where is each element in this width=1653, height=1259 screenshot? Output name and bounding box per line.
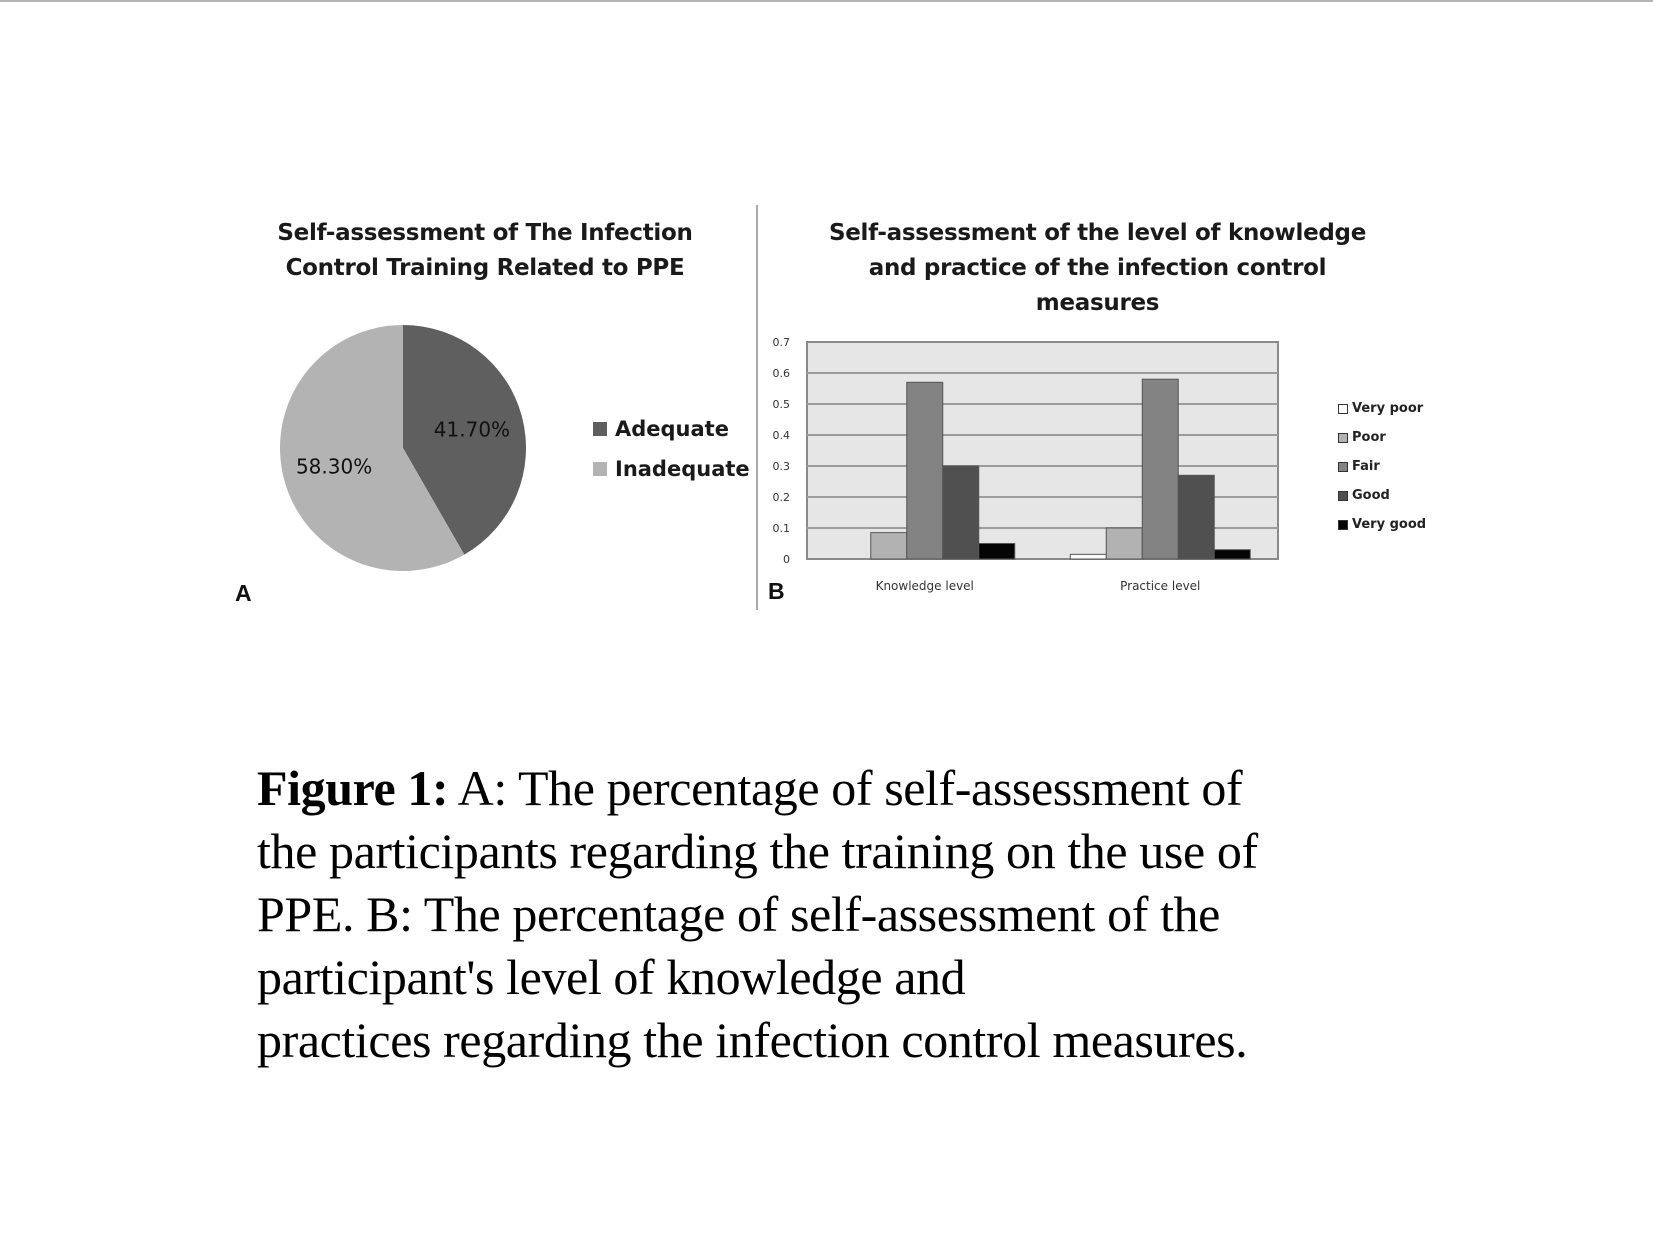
bar-legend-item-very-poor: [1338, 401, 1423, 416]
legend-label: Fair: [1352, 459, 1380, 474]
caption-line-1: [257, 757, 1437, 820]
bar-legend-item-fair: [1338, 459, 1380, 474]
caption-line-4: participant's level of knowledge and: [257, 949, 966, 1005]
bar-good-knowledge: [943, 466, 979, 559]
pie-title-line-1: Self-assessment of The Infection: [277, 220, 693, 246]
bar-legend-item-good: [1338, 488, 1390, 503]
panel-label-a: A: [235, 580, 252, 606]
caption-line-3: PPE. B: The percentage of self-assessment of the: [257, 886, 1220, 942]
figure-caption: [257, 757, 1437, 1072]
x-tick-label: Knowledge level: [875, 579, 974, 593]
top-border: [0, 0, 1653, 2]
bar-fair-knowledge: [907, 382, 943, 559]
legend-swatch: [1338, 520, 1348, 530]
y-tick-label: 0.6: [772, 367, 790, 380]
y-tick-label: 0.1: [772, 522, 790, 535]
x-tick-label: Practice level: [1120, 579, 1201, 593]
legend-label-adequate: Adequate: [615, 417, 729, 441]
pie-data-label-adequate: 41.70%: [433, 417, 511, 442]
caption-figure-label: Figure 1:: [257, 760, 449, 816]
legend-swatch: [1338, 404, 1348, 414]
pie-title-line-2: Control Training Related to PPE: [285, 255, 685, 281]
bar-very-good-knowledge: [979, 544, 1015, 560]
caption-text-1: A: The percentage of self-assessment of: [448, 760, 1243, 816]
bar-legend-item-very-good: [1338, 517, 1426, 532]
legend-label-inadequate: Inadequate: [615, 457, 750, 481]
bar-title-line-2: and practice of the infection control: [868, 255, 1327, 281]
bar-legend-item-poor: [1338, 430, 1386, 445]
y-tick-label: 0.2: [772, 491, 790, 504]
legend-label: Very poor: [1352, 401, 1424, 416]
bar-very-good-practice: [1214, 550, 1250, 559]
pie-data-label-inadequate: 58.30%: [295, 454, 373, 479]
bar-good-practice: [1178, 475, 1214, 559]
panel-label-b: B: [768, 578, 785, 604]
legend-label: Good: [1352, 488, 1390, 503]
legend-swatch-adequate: [593, 422, 607, 436]
legend-swatch: [1338, 462, 1348, 472]
bar-title-line-3: measures: [1035, 290, 1160, 316]
pie-chart-title: [250, 216, 720, 286]
y-tick-label: 0.3: [772, 460, 790, 473]
legend-label: Very good: [1352, 517, 1427, 532]
y-tick-label: 0: [783, 553, 790, 566]
bar-fair-practice: [1142, 379, 1178, 559]
bar-chart: [760, 330, 1330, 600]
y-tick-label: 0.7: [772, 336, 790, 349]
pie-legend-item-adequate: [593, 417, 729, 441]
y-tick-label: 0.5: [772, 398, 790, 411]
bar-chart-title: [800, 216, 1395, 321]
y-tick-label: 0.4: [772, 429, 790, 442]
legend-swatch-inadequate: [593, 462, 607, 476]
bar-poor-practice: [1106, 528, 1142, 559]
bar-poor-knowledge: [871, 533, 907, 559]
pie-chart: [270, 315, 540, 580]
legend-label: Poor: [1352, 430, 1386, 445]
legend-swatch: [1338, 491, 1348, 501]
caption-line-2: the participants regarding the training on the use of: [257, 823, 1258, 879]
panel-divider: [756, 205, 758, 610]
legend-swatch: [1338, 433, 1348, 443]
bar-very-poor-practice: [1070, 554, 1106, 559]
pie-legend-item-inadequate: [593, 457, 750, 481]
caption-line-5: practices regarding the infection control measures.: [257, 1012, 1248, 1068]
bar-title-line-1: Self-assessment of the level of knowledge: [828, 220, 1367, 246]
